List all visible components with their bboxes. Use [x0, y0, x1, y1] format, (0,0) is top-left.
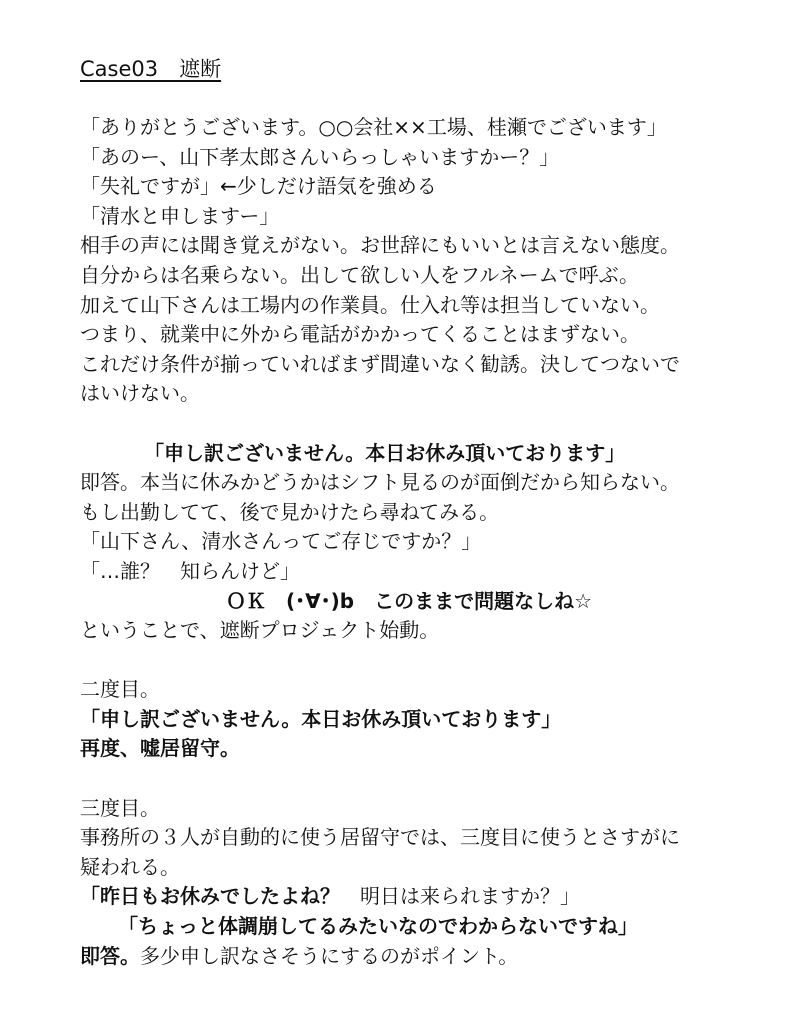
text-line: 「あのー、山下孝太郎さんいらっしゃいますかー？」 [80, 144, 560, 169]
text-line: 「失礼ですが」←少しだけ語気を強める [80, 174, 437, 199]
text-line: 自分からは名乗らない。出して欲しい人をフルネームで呼ぶ。 [80, 262, 639, 287]
bold-text-part: 即答。 [80, 943, 140, 968]
text-line: もし出勤してて、後で見かけたら尋ねてみる。 [80, 499, 500, 524]
text-line: 即答。本当に休みかどうかはシフト見るのが面倒だから知らない。 [80, 470, 680, 495]
bold-quote-line: 「ちょっと体調崩してるみたいなのでわからないですね」 [118, 914, 638, 939]
bold-quote-line: 「申し訳ございません。本日お休み頂いております」 [144, 440, 626, 465]
text-line: つまり、就業中に外から電話がかかってくることはまずない。 [80, 322, 640, 347]
bold-ok-line: ＯＫ (･∀･)b このままで問題なしね☆ [226, 588, 593, 613]
section-heading-third: 三度目。 [80, 795, 160, 820]
text-line: 「山下さん、清水さんってご存じですか？」 [80, 529, 482, 554]
text-line: 相手の声には聞き覚えがない。お世辞にもいいとは言えない態度。 [80, 233, 680, 258]
mixed-text-line [80, 942, 770, 972]
text-line: 「ありがとうございます。○○会社××工場、桂瀬でございます」 [80, 115, 667, 139]
paragraph-gap [80, 764, 770, 794]
section-heading-second: 二度目。 [80, 677, 160, 702]
text-line: ということで、遮断プロジェクト始動。 [80, 618, 440, 643]
document-title: Case03 遮断 [80, 57, 222, 81]
normal-text-part: 多少申し訳なさそうにするのがポイント。 [140, 943, 519, 968]
bold-text-line: 再度、嘘居留守。 [80, 736, 240, 761]
paragraph-gap [80, 646, 770, 676]
bold-quote-part: 「昨日もお休みでしたよね？ [80, 884, 340, 909]
text-line: 疑われる。 [80, 854, 180, 879]
text-line: これだけ条件が揃っていればまず間違いなく勧誘。決してつないで [80, 351, 680, 376]
document-body [80, 113, 770, 971]
text-line: 事務所の３人が自動的に使う居留守では、三度目に使うとさすがに [80, 825, 680, 850]
normal-quote-part: 明日は来られますか？」 [340, 884, 580, 909]
text-line: 加えて山下さんは工場内の作業員。仕入れ等は担当していない。 [80, 292, 660, 317]
text-line: はいけない。 [80, 381, 200, 406]
text-line: 「…誰？ 知らんけど」 [80, 558, 300, 583]
paragraph-gap [80, 409, 770, 439]
mixed-quote-line [80, 882, 770, 912]
text-line: 「清水と申しますー」 [80, 203, 280, 228]
bold-quote-line: 「申し訳ございません。本日お休み頂いております」 [80, 706, 562, 731]
